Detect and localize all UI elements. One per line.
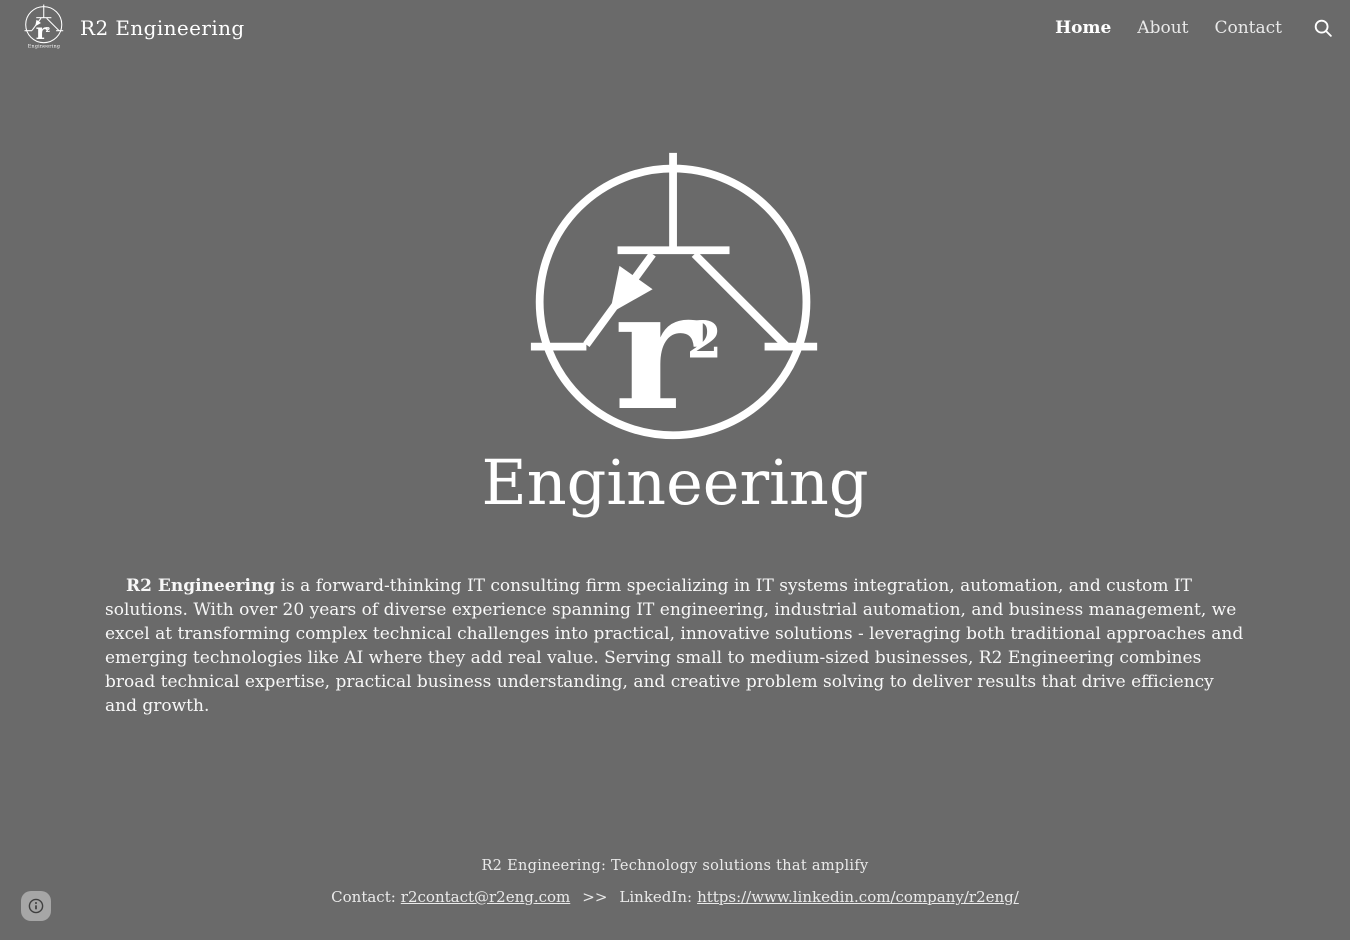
hero-logo	[527, 149, 823, 449]
linkedin-link[interactable]: https://www.linkedin.com/company/r2eng/	[697, 888, 1019, 906]
nav-item-about[interactable]: About	[1137, 18, 1189, 38]
search-icon	[1312, 17, 1334, 39]
linkedin-label: LinkedIn:	[619, 888, 693, 906]
search-button[interactable]	[1312, 17, 1334, 39]
about-intro-bold: R2 Engineering	[126, 576, 276, 596]
header-logo-link[interactable]	[24, 4, 64, 53]
header-logo-icon	[24, 4, 64, 49]
header-logo-caption: Engineering	[27, 43, 61, 49]
nav-item-contact[interactable]: Contact	[1214, 18, 1282, 38]
footer-contact-line	[0, 888, 1350, 906]
about-paragraph	[105, 574, 1247, 718]
footer-tagline: R2 Engineering: Technology solutions that amplify	[481, 858, 869, 874]
email-link[interactable]: r2contact@r2eng.com	[400, 888, 571, 906]
nav-item-home[interactable]: Home	[1055, 18, 1112, 38]
site-header	[0, 0, 1350, 56]
transistor-logo-icon	[527, 149, 823, 445]
info-icon	[25, 895, 47, 917]
site-title[interactable]: R2 Engineering	[80, 16, 245, 40]
contact-label: Contact:	[331, 888, 396, 906]
main-nav	[1055, 17, 1334, 39]
hero-wordmark: Engineering	[481, 446, 869, 519]
site-info-button[interactable]	[21, 891, 51, 921]
separator-chevrons: >>	[582, 888, 608, 906]
about-intro-rest: is a forward-thinking IT consulting firm specializing in IT systems integration, automation, and custom IT solutions. With over 20 years of diverse experience spanning IT engineering, industrial automation, and business management, we excel at transforming complex technical challenges into practical, innovative solutions - leveraging both traditional approaches and emerging technologies like AI where they add real value. Serving small to medium-sized businesses, R2 Engineering combines broad technical expertise, practical business understanding, and creative problem solving to deliver results that drive efficiency and growth.	[105, 576, 1244, 716]
